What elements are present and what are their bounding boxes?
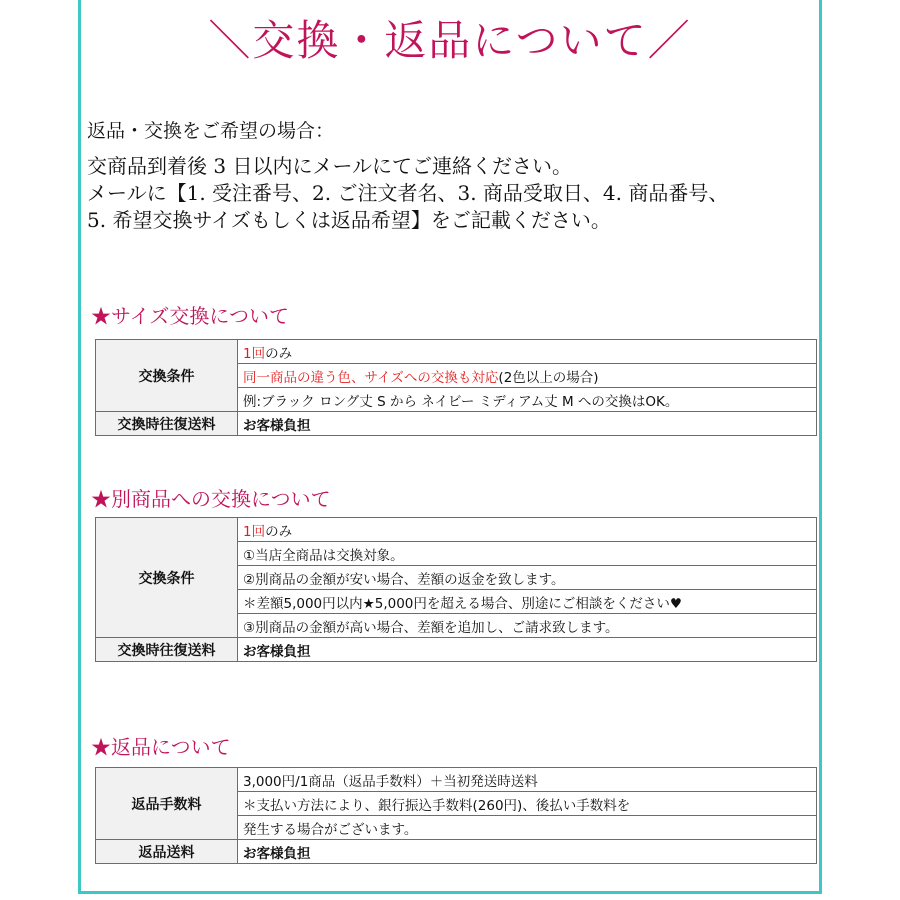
cell-shipping-value: お客様負担 <box>238 638 817 662</box>
cell-line-4: ③別商品の金額が高い場合、差額を追加し、ご請求致します。 <box>238 614 817 638</box>
section-heading-other-exchange: ★別商品への交換について <box>91 487 331 511</box>
section-heading-returns: ★返品について <box>91 735 231 759</box>
cell-once <box>238 340 817 364</box>
cell-fee-line-1: 3,000円/1商品（返品手数料）＋当初発送時送料 <box>238 768 817 792</box>
table-row <box>96 412 817 436</box>
cell-line-3: ＊差額5,000円以内★5,000円を超える場合、別途にご相談をください♥ <box>238 590 817 614</box>
returns-table <box>95 767 817 864</box>
table-row <box>96 638 817 662</box>
cell-once <box>238 518 817 542</box>
condition-note: (2色以上の場合) <box>498 369 599 386</box>
policy-frame <box>78 0 822 894</box>
cell-line-1: ①当店全商品は交換対象。 <box>238 542 817 566</box>
condition-highlight: 同一商品の違う色、サイズへの交換も対応 <box>243 369 499 386</box>
once-count: 1回 <box>243 523 266 540</box>
label-exchange-condition: 交換条件 <box>96 518 238 638</box>
table-row <box>96 840 817 864</box>
cell-return-shipping-value: お客様負担 <box>238 840 817 864</box>
page-title: ＼交換・返品について／ <box>208 16 692 65</box>
other-exchange-table <box>95 517 817 662</box>
section-heading-size-exchange: ★サイズ交換について <box>91 304 289 328</box>
label-shipping: 交換時往復送料 <box>96 638 238 662</box>
cell-fee-line-3: 発生する場合がございます。 <box>238 816 817 840</box>
table-row <box>96 768 817 792</box>
label-return-fee: 返品手数料 <box>96 768 238 840</box>
label-return-shipping: 返品送料 <box>96 840 238 864</box>
intro-line-2: メールに【1. 受注番号、2. ご注文者名、3. 商品受取日、4. 商品番号、 <box>87 181 729 205</box>
cell-condition <box>238 364 817 388</box>
table-row <box>96 340 817 364</box>
intro-line-1: 交商品到着後 3 日以内にメールにてご連絡ください。 <box>87 154 573 178</box>
cell-example: 例:ブラック ロング丈 S から ネイビー ミディアム丈 M への交換はOK。 <box>238 388 817 412</box>
intro-line-3: 5. 希望交換サイズもしくは返品希望】をご記載ください。 <box>87 208 611 232</box>
cell-line-2: ②別商品の金額が安い場合、差額の返金を致します。 <box>238 566 817 590</box>
label-shipping: 交換時往復送料 <box>96 412 238 436</box>
intro-block <box>87 118 728 234</box>
intro-heading: 返品・交換をご希望の場合： <box>87 120 335 142</box>
once-suffix: のみ <box>265 345 293 362</box>
table-row <box>96 518 817 542</box>
label-exchange-condition: 交換条件 <box>96 340 238 412</box>
size-exchange-table <box>95 339 817 436</box>
cell-shipping-value: お客様負担 <box>238 412 817 436</box>
once-suffix: のみ <box>265 523 293 540</box>
cell-fee-line-2: ＊支払い方法により、銀行振込手数料(260円)、後払い手数料を <box>238 792 817 816</box>
once-count: 1回 <box>243 345 266 362</box>
